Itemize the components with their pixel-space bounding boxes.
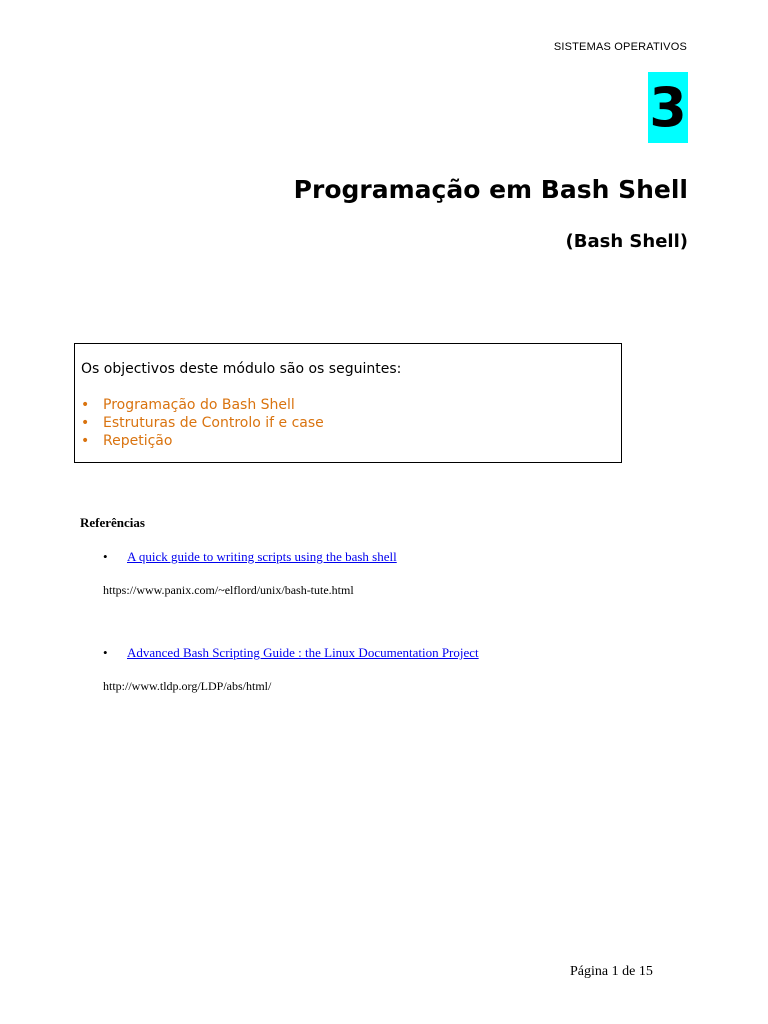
references-heading: Referências — [80, 515, 145, 530]
objective-item — [81, 414, 324, 432]
reference-link[interactable]: A quick guide to writing scripts using the bash shell — [127, 549, 397, 564]
objective-item — [81, 432, 324, 450]
reference-url: https://www.panix.com/~elflord/unix/bash-tute.html — [103, 583, 354, 597]
objective-item — [81, 396, 324, 414]
bullet-icon: • — [81, 415, 90, 431]
running-header: SISTEMAS OPERATIVOS — [553, 41, 687, 53]
chapter-number: 3 — [649, 75, 687, 139]
bullet-icon: • — [103, 645, 108, 660]
page-subtitle: (Bash Shell) — [565, 231, 688, 252]
objective-item-label: Repetição — [103, 433, 173, 449]
chapter-number-box — [648, 72, 688, 143]
objectives-list — [81, 396, 324, 450]
objective-item-label: Estruturas de Controlo if e case — [103, 415, 324, 431]
objectives-heading: Os objectivos deste módulo são os seguintes: — [81, 361, 402, 377]
bullet-icon: • — [81, 397, 90, 413]
reference-link[interactable]: Advanced Bash Scripting Guide : the Linux Documentation Project — [127, 645, 479, 660]
objectives-box — [74, 343, 622, 463]
objective-item-label: Programação do Bash Shell — [103, 397, 295, 413]
bullet-icon: • — [81, 433, 90, 449]
bullet-icon: • — [103, 549, 108, 564]
page-title: Programação em Bash Shell — [293, 175, 688, 204]
page-number: Página 1 de 15 — [570, 964, 653, 979]
reference-url: http://www.tldp.org/LDP/abs/html/ — [103, 679, 272, 693]
